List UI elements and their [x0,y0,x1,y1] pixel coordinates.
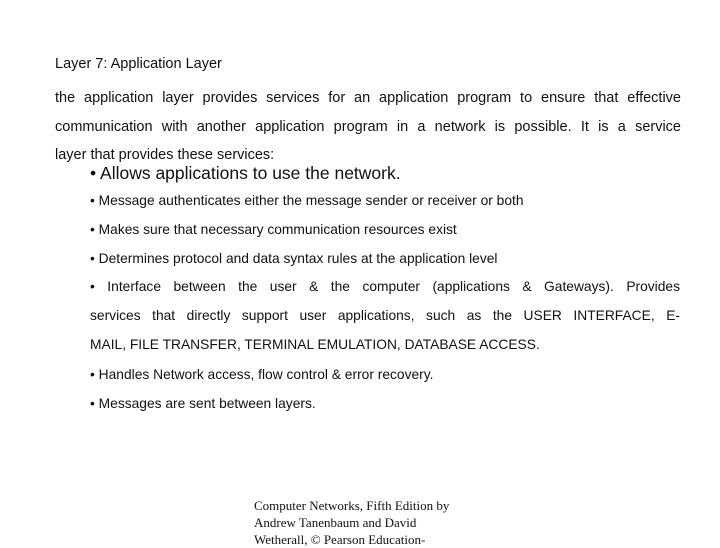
bullet-item: • Makes sure that necessary communication resources exist [90,222,457,237]
bullet-item-continuation: MAIL, FILE TRANSFER, TERMINAL EMULATION, DATABASE ACCESS. [90,337,540,352]
footer-citation [254,497,449,548]
bullet-item: • Interface between the user & the computer (applications & Gateways). Provides [90,279,680,294]
footer-line: Andrew Tanenbaum and David [254,515,417,530]
slide-title: Layer 7: Application Layer [55,56,222,72]
intro-line: the application layer provides services for an application program to ensure that effective [55,90,681,106]
bullet-item: • Determines protocol and data syntax rules at the application level [90,251,498,266]
intro-line: layer that provides these services: [55,147,275,163]
bullet-item: • Message authenticates either the message sender or receiver or both [90,193,524,208]
intro-line: communication with another application program in a network is possible. It is a service [55,118,681,135]
main-bullet: • Allows applications to use the network. [90,163,401,183]
bullet-item: • Messages are sent between layers. [90,396,316,411]
bullet-item: • Handles Network access, flow control & error recovery. [90,367,434,382]
footer-line: Computer Networks, Fifth Edition by [254,498,450,513]
footer-line: Wetherall, © Pearson Education- [254,532,426,547]
bullet-item-continuation: services that directly support user applications, such as the USER INTERFACE, E- [90,308,680,323]
intro-paragraph [55,84,681,170]
